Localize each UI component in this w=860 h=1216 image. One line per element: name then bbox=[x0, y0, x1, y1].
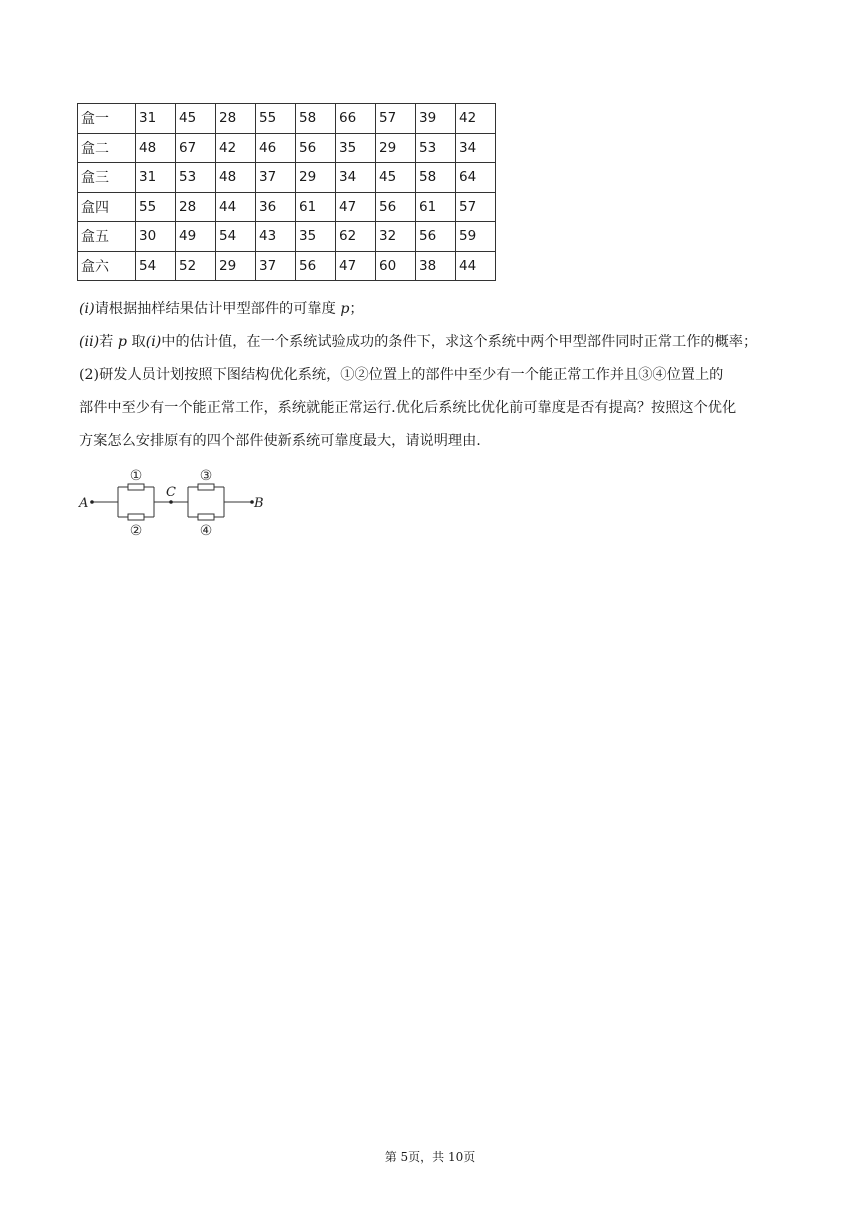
row-label: 盒五 bbox=[78, 222, 136, 252]
table-cell: 30 bbox=[136, 222, 176, 252]
table-cell: 52 bbox=[176, 251, 216, 281]
table-cell: 58 bbox=[416, 163, 456, 193]
table-cell: 32 bbox=[376, 222, 416, 252]
table-cell: 42 bbox=[456, 104, 496, 134]
question-ii-mid: 取 bbox=[131, 334, 146, 350]
component-2-box bbox=[128, 514, 144, 520]
table-row bbox=[78, 133, 496, 163]
component-1-box bbox=[128, 484, 144, 490]
table-cell: 46 bbox=[256, 133, 296, 163]
sample-data-table bbox=[77, 103, 496, 281]
question-ii-text: 中的估计值，在一个系统试验成功的条件下，求这个系统中两个甲型部件同时正常工作的概率； bbox=[161, 334, 758, 350]
table-cell: 56 bbox=[416, 222, 456, 252]
question-i-text: 请根据抽样结果估计甲型部件的可靠度 bbox=[94, 301, 336, 317]
table-cell: 58 bbox=[296, 104, 336, 134]
table-cell: 67 bbox=[176, 133, 216, 163]
table-cell: 54 bbox=[136, 251, 176, 281]
table-cell: 28 bbox=[176, 192, 216, 222]
table-cell: 44 bbox=[216, 192, 256, 222]
row-label: 盒六 bbox=[78, 251, 136, 281]
table-cell: 37 bbox=[256, 251, 296, 281]
node-c bbox=[169, 500, 173, 504]
table-cell: 31 bbox=[136, 163, 176, 193]
table-cell: 29 bbox=[216, 251, 256, 281]
table-cell: 45 bbox=[176, 104, 216, 134]
table-cell: 35 bbox=[296, 222, 336, 252]
table-cell: 34 bbox=[456, 133, 496, 163]
table-cell: 45 bbox=[376, 163, 416, 193]
table-cell: 60 bbox=[376, 251, 416, 281]
table-cell: 44 bbox=[456, 251, 496, 281]
table-cell: 47 bbox=[336, 251, 376, 281]
label-c: C bbox=[166, 485, 176, 500]
table-cell: 59 bbox=[456, 222, 496, 252]
row-label: 盒二 bbox=[78, 133, 136, 163]
table-cell: 39 bbox=[416, 104, 456, 134]
table-cell: 36 bbox=[256, 192, 296, 222]
table-cell: 47 bbox=[336, 192, 376, 222]
table-cell: 57 bbox=[456, 192, 496, 222]
table-cell: 48 bbox=[216, 163, 256, 193]
question-ii bbox=[79, 332, 757, 352]
table-cell: 61 bbox=[296, 192, 336, 222]
position-4-label: ④ bbox=[199, 523, 213, 539]
table-cell: 61 bbox=[416, 192, 456, 222]
table-row bbox=[78, 251, 496, 281]
table-cell: 56 bbox=[296, 251, 336, 281]
table-cell: 55 bbox=[136, 192, 176, 222]
node-a bbox=[90, 500, 94, 504]
question-ii-pre: 若 bbox=[99, 334, 114, 350]
table-cell: 54 bbox=[216, 222, 256, 252]
table-row bbox=[78, 192, 496, 222]
table-cell: 55 bbox=[256, 104, 296, 134]
question-2-line1: (2)研发人员计划按照下图结构优化系统，①②位置上的部件中至少有一个能正常工作并且③④位置上的 bbox=[79, 367, 724, 383]
table-cell: 29 bbox=[376, 133, 416, 163]
table-cell: 34 bbox=[336, 163, 376, 193]
table-cell: 48 bbox=[136, 133, 176, 163]
position-2-label: ② bbox=[129, 523, 143, 539]
table-cell: 56 bbox=[296, 133, 336, 163]
table-cell: 29 bbox=[296, 163, 336, 193]
question-i-label: (i) bbox=[79, 301, 95, 317]
table-cell: 31 bbox=[136, 104, 176, 134]
question-i bbox=[79, 299, 364, 319]
question-2-line3: 方案怎么安排原有的四个部件使新系统可靠度最大，请说明理由. bbox=[79, 433, 481, 449]
component-3-box bbox=[198, 484, 214, 490]
question-i-end: ； bbox=[349, 301, 364, 317]
variable-p: p bbox=[117, 334, 127, 350]
row-label: 盒四 bbox=[78, 192, 136, 222]
position-1-label: ① bbox=[129, 468, 143, 484]
question-ii-ref: (i) bbox=[145, 334, 162, 350]
row-label: 盒一 bbox=[78, 104, 136, 134]
table-cell: 37 bbox=[256, 163, 296, 193]
variable-p: p bbox=[340, 301, 350, 317]
position-3-label: ③ bbox=[199, 468, 213, 484]
table-cell: 53 bbox=[416, 133, 456, 163]
table-cell: 66 bbox=[336, 104, 376, 134]
table-row bbox=[78, 163, 496, 193]
table-cell: 64 bbox=[456, 163, 496, 193]
table-cell: 42 bbox=[216, 133, 256, 163]
table-cell: 49 bbox=[176, 222, 216, 252]
label-a: A bbox=[79, 496, 89, 511]
component-4-box bbox=[198, 514, 214, 520]
table-cell: 57 bbox=[376, 104, 416, 134]
table-cell: 28 bbox=[216, 104, 256, 134]
page-footer: 第 5页，共 10页 bbox=[384, 1150, 476, 1164]
table-cell: 35 bbox=[336, 133, 376, 163]
table-cell: 43 bbox=[256, 222, 296, 252]
table-cell: 53 bbox=[176, 163, 216, 193]
question-ii-label: (ii) bbox=[79, 334, 100, 350]
table-row bbox=[78, 104, 496, 134]
circuit-diagram bbox=[76, 462, 276, 542]
table-cell: 62 bbox=[336, 222, 376, 252]
question-2-line2: 部件中至少有一个能正常工作，系统就能正常运行.优化后系统比优化前可靠度是否有提高？按照这个优化 bbox=[79, 400, 737, 416]
row-label: 盒三 bbox=[78, 163, 136, 193]
table-row bbox=[78, 222, 496, 252]
label-b: B bbox=[254, 496, 264, 511]
table-cell: 38 bbox=[416, 251, 456, 281]
table-cell: 56 bbox=[376, 192, 416, 222]
